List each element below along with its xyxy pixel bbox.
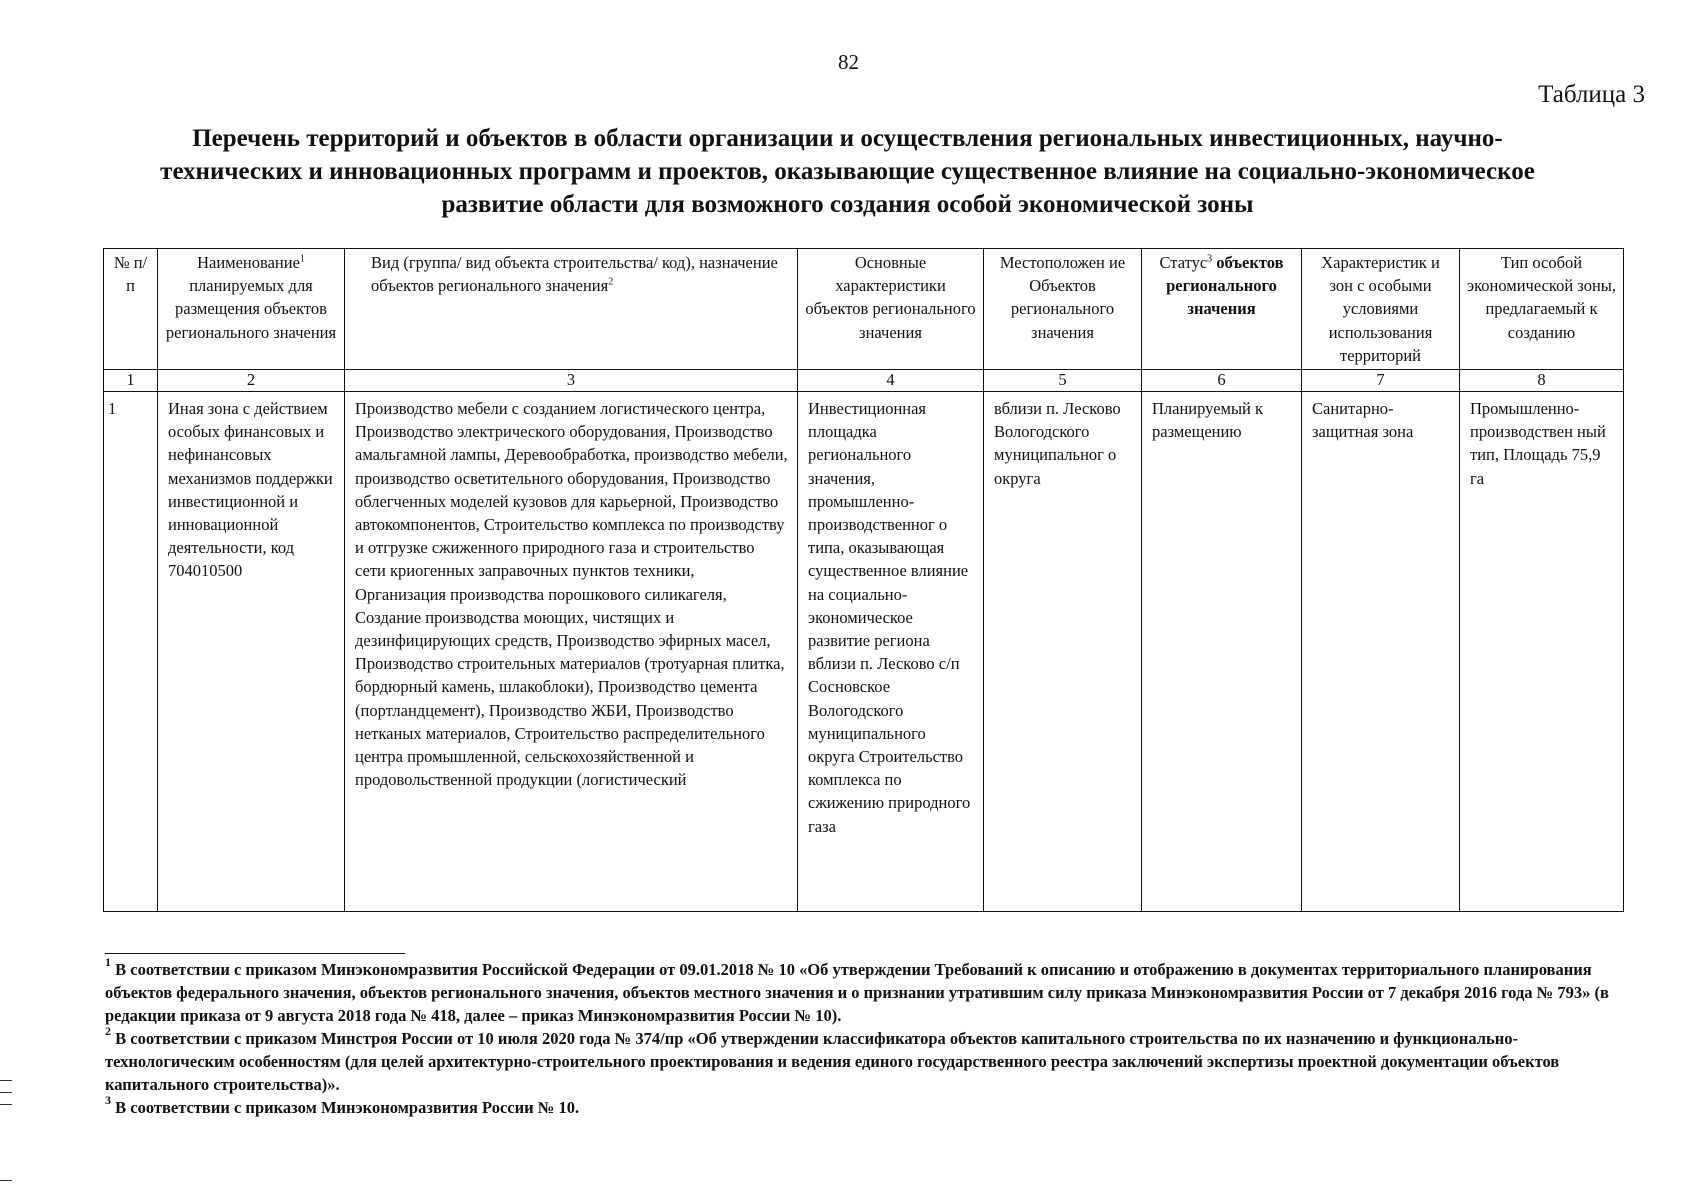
footnote: $^3$ В соответствии с приказом Минэкономразвития России № 10. xyxy=(105,1092,580,1117)
cell-kind: Производство мебели с созданием логистического центра, Производство электрического оборудования, Производство амальгамной лампы, Деревообработка, производство мебели, производство осветительного оборудования, Производство облегченных моделей кузовов для карьерной, Производство автокомпонентов, Строительство комплекса по производству и отгрузке сжиженного природного газа и строительство сети криогенных заправочных пунктов техники, Организация производства порошкового силикагеля, Создание производства моющих, чистящих и дезинфицирующих средств, Производство эфирных масел, Производство строительных материалов (тротуарная плитка, бордюрный камень, шлакоблоки), Производство цемента (портландцемент), Производство ЖБИ, Производство нетканых материалов, Строительство распределительного центра промышленной, сельскохозяйственной и продовольственной продукции (логистический xyxy=(345,392,798,912)
column-number: 1 xyxy=(104,370,158,392)
scan-edge-mark xyxy=(0,1180,12,1181)
column-number: 6 xyxy=(1142,370,1302,392)
footnotes xyxy=(105,954,1615,1119)
cell-characteristics: Инвестиционная площадка регионального значения, промышленно-производственног о типа, оказывающая существенное влияние на социально-экономическое развитие региона вблизи п. Лесково с/п Сосновское Вологодского муниципального округа Строительство комплекса по сжижению природного газа xyxy=(798,392,984,912)
column-number: 8 xyxy=(1460,370,1624,392)
page-number: 82 xyxy=(838,50,859,74)
header-name: Наименование$^1$ планируемых для размещения объектов регионального значения xyxy=(158,249,345,370)
column-number: 4 xyxy=(798,370,984,392)
footnote: $^1$ В соответствии с приказом Минэкономразвития Российской Федерации от 09.01.2018 № 10 «Об утверждении Требований к описанию и отображению в документах территориального планирования объектов федерального значения, объектов регионального значения, объектов местного значения и о признании утратившим силу приказа Минэкономразвития России от 7 декабря 2016 года № 793» (в редакции приказа от 9 августа 2018 года № 418, далее – приказ Минэкономразвития России № 10). xyxy=(105,954,1609,1025)
column-number: 3 xyxy=(345,370,798,392)
column-number: 2 xyxy=(158,370,345,392)
footnote-separator xyxy=(105,953,405,954)
cell-status: Планируемый к размещению xyxy=(1142,392,1302,912)
column-numbers-row xyxy=(104,370,1624,392)
title-line: технических и инновационных программ и проектов, оказывающие существенное влияние на социально-экономическое xyxy=(160,158,1535,185)
header-row xyxy=(104,249,1624,370)
cell-location: вблизи п. Лесково Вологодского муниципальног о округа xyxy=(984,392,1142,912)
header-characteristics: Основные характеристики объектов регионального значения xyxy=(798,249,984,370)
footnote: $^2$ В соответствии с приказом Минстроя России от 10 июля 2020 года № 374/пр «Об утверждении классификатора объектов капитального строительства по их назначению и функционально-технологическим особенностям (для целей архитектурно-строительного проектирования и ведения единого государственного реестра заключений экспертизы проектной документации объектов капитального строительства)». xyxy=(105,1023,1560,1094)
header-location: Местоположен ие Объектов регионального значения xyxy=(984,249,1142,370)
scan-edge-mark xyxy=(0,1092,12,1093)
title-line: Перечень территорий и объектов в области организации и осуществления региональных инвестиционных, научно- xyxy=(192,125,1503,152)
objects-table xyxy=(103,248,1624,912)
header-status: Статус$^3$ объектов регионального значения xyxy=(1142,249,1302,370)
cell-name: Иная зона с действием особых финансовых и нефинансовых механизмов поддержки инвестиционной и инновационной деятельности, код 704010500 xyxy=(158,392,345,912)
header-zones: Характеристик и зон с особыми условиями использования территорий xyxy=(1302,249,1460,370)
cell-type: Промышленно-производствен ный тип, Площадь 75,9 га xyxy=(1460,392,1624,912)
column-number: 5 xyxy=(984,370,1142,392)
scan-edge-mark xyxy=(0,1080,12,1081)
cell-zones: Санитарно-защитная зона xyxy=(1302,392,1460,912)
document-title xyxy=(105,122,1590,221)
scan-edge-mark xyxy=(0,1104,12,1105)
table-label: Таблица 3 xyxy=(1538,81,1645,108)
title-line: развитие области для возможного создания особой экономической зоны xyxy=(441,191,1254,218)
cell-number: 1 xyxy=(104,392,158,912)
header-type: Тип особой экономической зоны, предлагаемый к созданию xyxy=(1460,249,1624,370)
header-kind: Вид (группа/ вид объекта строительства/ код), назначение объектов регионального значения$^2$ xyxy=(345,249,798,370)
column-number: 7 xyxy=(1302,370,1460,392)
header-number: № п/п xyxy=(104,249,158,370)
table-row xyxy=(104,392,1624,912)
